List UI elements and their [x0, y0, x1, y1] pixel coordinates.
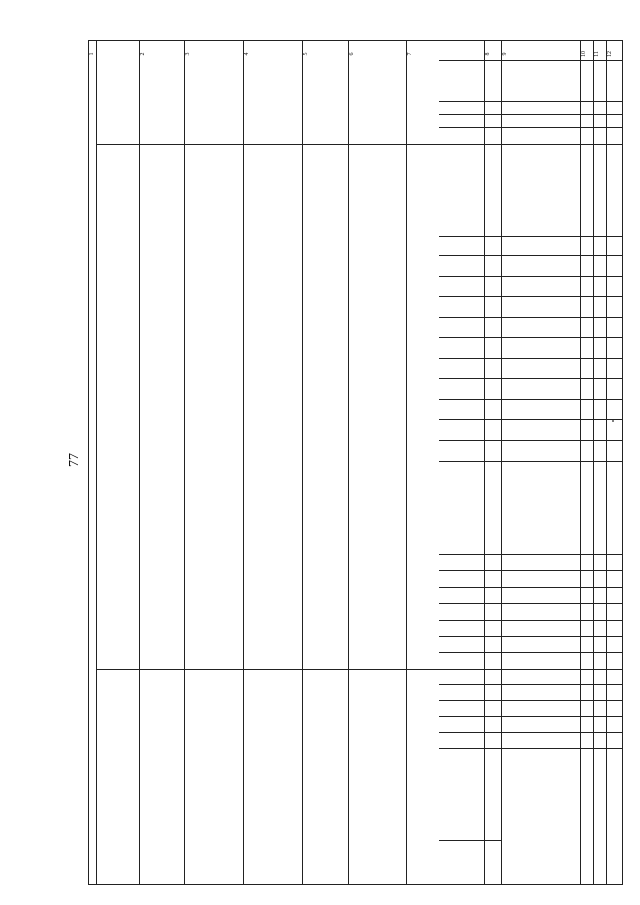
col-header: 12 — [607, 51, 613, 57]
grid-line — [606, 40, 607, 885]
col-header: 8 — [485, 52, 491, 56]
year-line — [439, 337, 623, 338]
grid-line — [139, 40, 140, 885]
year-line — [439, 652, 623, 653]
year-line — [439, 620, 623, 621]
row-separator — [96, 669, 623, 670]
year-line — [439, 603, 623, 604]
col-header: 6 — [349, 52, 355, 56]
page-number: 77 — [67, 453, 82, 467]
grid-line — [406, 40, 407, 885]
col-header: 4 — [244, 52, 250, 56]
year-line — [439, 236, 623, 237]
grid-line — [96, 40, 97, 885]
grid-line — [580, 40, 581, 885]
col-header: 2 — [140, 52, 146, 56]
grid-line — [184, 40, 185, 885]
year-line — [439, 716, 623, 717]
grid-line — [243, 40, 244, 885]
year-line — [439, 419, 623, 420]
grid-line — [302, 40, 303, 885]
col-header: 5 — [303, 52, 309, 56]
year-line — [439, 461, 623, 462]
year-line — [439, 554, 623, 555]
grid-line — [88, 884, 623, 885]
grid-line — [348, 40, 349, 885]
grid-line — [484, 40, 485, 885]
grid-line — [501, 40, 502, 885]
col-header: 10 — [581, 51, 587, 57]
grid-line — [622, 40, 623, 885]
col-header: 9 — [502, 52, 508, 56]
year-line — [439, 732, 623, 733]
year-line — [439, 276, 623, 277]
col-header: 11 — [594, 51, 600, 57]
year-line — [439, 127, 623, 128]
year-line — [439, 255, 623, 256]
year-line — [439, 587, 623, 588]
grid-line — [88, 40, 623, 41]
grid-line — [593, 40, 594, 885]
year-line — [439, 570, 623, 571]
row-separator — [439, 840, 501, 841]
year-line — [439, 399, 623, 400]
year-line — [439, 114, 623, 115]
year-line — [439, 358, 623, 359]
header-cell — [96, 877, 104, 885]
col-header: 3 — [185, 52, 191, 56]
year-line — [439, 440, 623, 441]
col-header: 7 — [407, 52, 413, 56]
year-line — [439, 748, 623, 749]
year-line — [439, 317, 623, 318]
year-line — [439, 700, 623, 701]
row-separator — [96, 144, 623, 145]
year-line — [439, 296, 623, 297]
year-line — [439, 101, 623, 102]
col-header: 1 — [89, 52, 95, 56]
year-line — [439, 378, 623, 379]
grid-line — [88, 40, 89, 885]
year-line — [439, 684, 623, 685]
year-line — [439, 636, 623, 637]
rotated-table — [88, 40, 623, 885]
